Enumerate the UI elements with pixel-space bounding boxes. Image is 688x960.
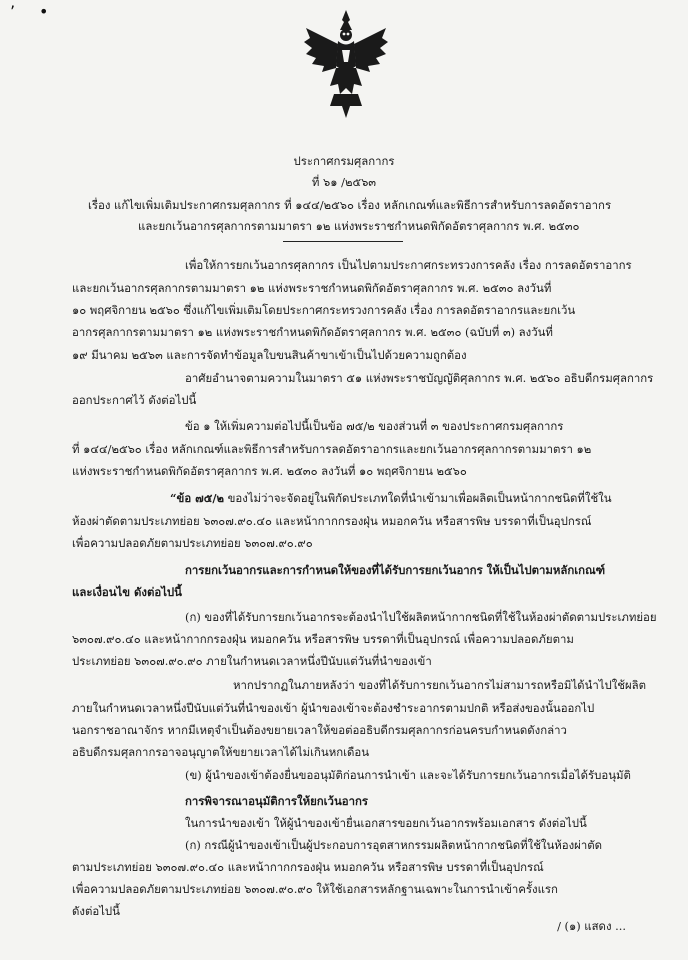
body-line: เพื่อความปลอดภัยตามประเภทย่อย ๖๓๐๗.๙๐.๙๐	[72, 535, 313, 550]
body-line: อธิบดีกรมศุลกากรอาจอนุญาตให้ขยายเวลาได้ไม่เกินหกเดือน	[72, 744, 370, 759]
body-line: ในการนำของเข้า ให้ผู้นำของเข้ายื่นเอกสารขอยกเว้นอากรพร้อมเอกสาร ดังต่อไปนี้	[185, 815, 587, 830]
subject-line-2: และยกเว้นอากรศุลกากรตามมาตรา ๑๒ แห่งพระราชกำหนดพิกัดอัตราศุลกากร พ.ศ. ๒๕๓๐	[138, 219, 580, 234]
body-line: (ข) ผู้นำของเข้าต้องยื่นขออนุมัติก่อนการนำเข้า และจะได้รับการยกเว้นอากรเมื่อได้รับอนุมัติ	[185, 767, 631, 782]
body-line: ๖๓๐๗.๙๐.๔๐ และหน้ากากกรองฝุ่น หมอกควัน หรือสารพิษ บรรดาที่เป็นอุปกรณ์ เพื่อความปลอดภัยตาม	[72, 631, 574, 646]
body-line: อาศัยอำนาจตามความในมาตรา ๕๑ แห่งพระราชบัญญัติศุลกากร พ.ศ. ๒๕๖๐ อธิบดีกรมศุลกากร	[185, 371, 654, 386]
announcement-number: ที่ ๖๑ /๒๕๖๓	[311, 175, 377, 190]
page-continuation: / (๑) แสดง ...	[557, 919, 626, 933]
announcement-title: ประกาศกรมศุลกากร	[293, 154, 395, 168]
body-line: นอกราชอาณาจักร หากมีเหตุจำเป็นต้องขยายเวลาให้ขอต่ออธิบดีกรมศุลกากรก่อนครบกำหนดดังกล่าว	[72, 722, 567, 737]
clause-line	[170, 487, 612, 510]
title-divider	[283, 241, 403, 242]
section-heading: การพิจารณาอนุมัติการให้ยกเว้นอากร	[185, 793, 368, 808]
body-line: ข้อ ๑ ให้เพิ่มความต่อไปนี้เป็นข้อ ๗๕/๒ ของส่วนที่ ๓ ของประกาศกรมศุลกากร	[185, 419, 564, 433]
body-line: และยกเว้นอากรศุลกากรตามมาตรา ๑๒ แห่งพระราชกำหนดพิกัดอัตราศุลกากร พ.ศ. ๒๕๓๐ ลงวันที่	[72, 281, 552, 295]
garuda-emblem-icon	[302, 8, 390, 120]
section-heading: การยกเว้นอากรและการกำหนดให้ของที่ได้รับการยกเว้นอากร ให้เป็นไปตามหลักเกณฑ์	[185, 562, 606, 577]
body-line: ประเภทย่อย ๖๓๐๗.๙๐.๙๐ ภายในกำหนดเวลาหนึ่งปีนับแต่วันที่นำของเข้า	[72, 653, 432, 668]
body-line: ๑๙ มีนาคม ๒๕๖๓ และการจัดทำข้อมูลใบขนสินค้าขาเข้าเป็นไปด้วยความถูกต้อง	[72, 348, 467, 363]
body-line: ออกประกาศไว้ ดังต่อไปนี้	[72, 393, 197, 408]
body-line: (ก) ของที่ได้รับการยกเว้นอากรจะต้องนำไปใช้ผลิตหน้ากากชนิดที่ใช้ในห้องผ่าตัดตามประเภทย่อย	[185, 609, 657, 624]
body-line: ดังต่อไปนี้	[72, 904, 120, 918]
body-line: หากปรากฏในภายหลังว่า ของที่ได้รับการยกเว้นอากรไม่สามารถหรือมิได้นำไปใช้ผลิต	[233, 677, 647, 692]
body-line: ตามประเภทย่อย ๖๓๐๗.๙๐.๔๐ และหน้ากากกรองฝุ่น หมอกควัน หรือสารพิษ บรรดาที่เป็นอุปกรณ์	[72, 859, 544, 874]
clause-text: ของไม่ว่าจะจัดอยู่ในพิกัดประเภทใดที่นำเข้ามาเพื่อผลิตเป็นหน้ากากชนิดที่ใช้ใน	[227, 490, 612, 505]
body-line: ๑๐ พฤศจิกายน ๒๕๖๐ ซึ่งแก้ไขเพิ่มเติมโดยประกาศกระทรวงการคลัง เรื่อง การลดอัตราอากรและยกเว้น	[72, 303, 576, 318]
corner-mark-right: •	[39, 2, 49, 21]
clause-label: “ข้อ ๗๕/๒	[170, 490, 224, 505]
section-heading: และเงื่อนไข ดังต่อไปนี้	[72, 584, 182, 599]
body-line: อากรศุลกากรตามมาตรา ๑๒ แห่งพระราชกำหนดพิกัดอัตราศุลกากร พ.ศ. ๒๕๓๐ (ฉบับที่ ๓) ลงวันที่	[72, 325, 553, 340]
body-line: (ก) กรณีผู้นำของเข้าเป็นผู้ประกอบการอุตสาหกรรมผลิตหน้ากากชนิดที่ใช้ในห้องผ่าตัด	[185, 837, 603, 852]
body-line: เพื่อความปลอดภัยตามประเภทย่อย ๖๓๐๗.๙๐.๙๐ ให้ใช้เอกสารหลักฐานเฉพาะในการนำเข้าครั้งแรก	[72, 881, 558, 896]
body-line: แห่งพระราชกำหนดพิกัดอัตราศุลกากร พ.ศ. ๒๕๓๐ ลงวันที่ ๑๐ พฤศจิกายน ๒๕๖๐	[72, 464, 467, 479]
body-line: ภายในกำหนดเวลาหนึ่งปีนับแต่วันที่นำของเข้า ผู้นำของเข้าจะต้องชำระอากรตามปกติ หรือส่งของนั้นออกไป	[72, 700, 595, 715]
corner-mark-left: ’	[10, 2, 16, 21]
body-line: เพื่อให้การยกเว้นอากรศุลกากร เป็นไปตามประกาศกระทรวงการคลัง เรื่อง การลดอัตราอากร	[185, 258, 632, 272]
subject-line-1: เรื่อง แก้ไขเพิ่มเติมประกาศกรมศุลกากร ที่ ๑๔๔/๒๕๖๐ เรื่อง หลักเกณฑ์และพิธีการสำหรับการลดอัตราอากร	[88, 198, 612, 213]
body-line: ที่ ๑๔๔/๒๕๖๐ เรื่อง หลักเกณฑ์และพิธีการสำหรับการลดอัตราอากรและยกเว้นอากรศุลกากรตามมาตรา ๑๒	[72, 442, 592, 456]
body-line: ห้องผ่าตัดตามประเภทย่อย ๖๓๐๗.๙๐.๔๐ และหน้ากากกรองฝุ่น หมอกควัน หรือสารพิษ บรรดาที่เป็นอุปกรณ์	[72, 513, 592, 528]
